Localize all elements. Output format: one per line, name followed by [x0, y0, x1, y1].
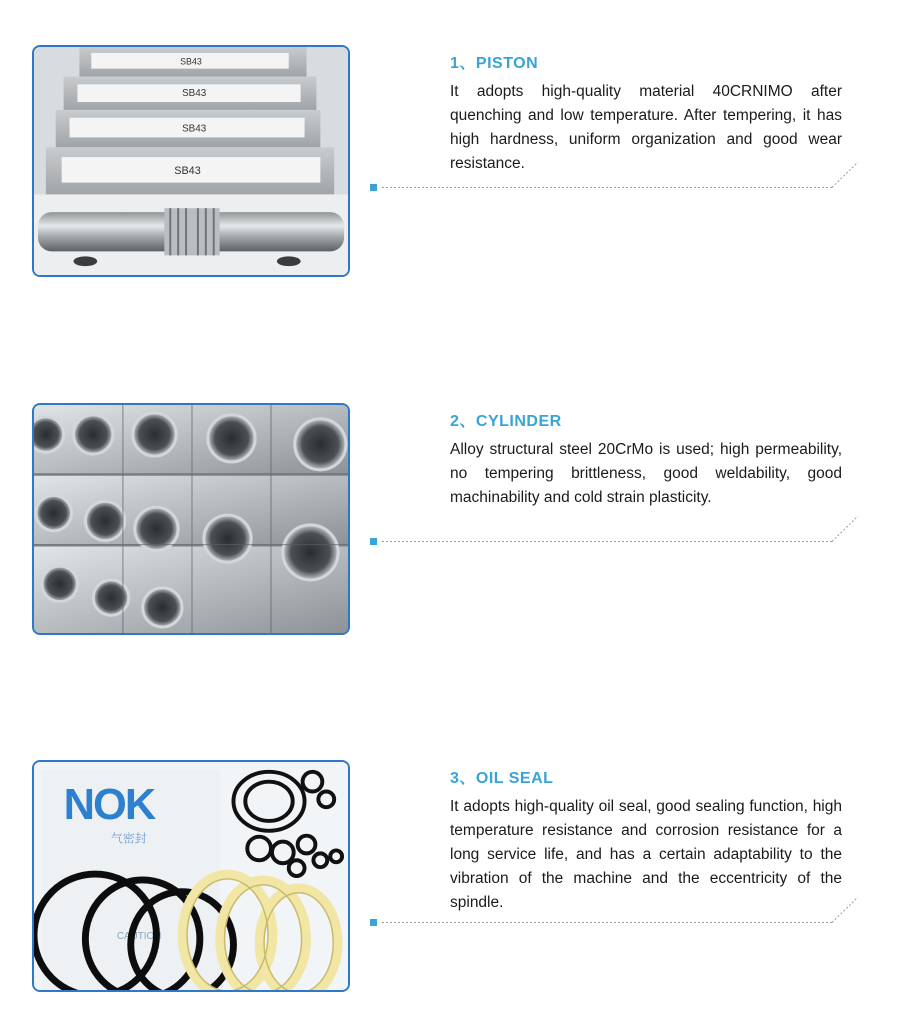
piston-description: It adopts high-quality material 40CRNIMO after quenching and low temperature. After tempering, it has high hardness, uniform organization and good wear resistance.: [450, 83, 842, 172]
tray-label-3: SB43: [182, 123, 207, 135]
oil-seal-photo: [32, 760, 350, 992]
section-oil-seal: [0, 755, 902, 995]
section-piston: [0, 40, 902, 280]
cylinder-connector: [368, 514, 868, 554]
oil-seal-connector: [368, 895, 868, 935]
tray-label-4: SB43: [174, 164, 201, 177]
seal-subtext: 气密封: [111, 831, 147, 846]
piston-photo: [32, 45, 350, 277]
cylinder-description: Alloy structural steel 20CrMo is used; high permeability, no tempering brittleness, good weldability, good machinability and cold strain plasticity.: [450, 441, 842, 506]
section-cylinder: [0, 398, 902, 638]
cylinder-title: 2、CYLINDER: [450, 413, 562, 430]
seal-caution-text: CAUTION: [116, 930, 162, 942]
cylinder-photo: [32, 403, 350, 635]
tray-label-1: SB43: [180, 56, 202, 67]
piston-connector: [368, 160, 868, 200]
nok-logo-text: NOK: [63, 781, 155, 829]
oil-seal-title: 3、OIL SEAL: [450, 770, 554, 787]
tray-label-2: SB43: [182, 88, 207, 100]
piston-title: 1、PISTON: [450, 55, 539, 72]
oil-seal-description: It adopts high-quality oil seal, good sealing function, high temperature resistance and corrosion resistance for a long service life, and has a certain adaptability to the vibration of the machine and the eccentricity of the spindle.: [450, 798, 842, 911]
